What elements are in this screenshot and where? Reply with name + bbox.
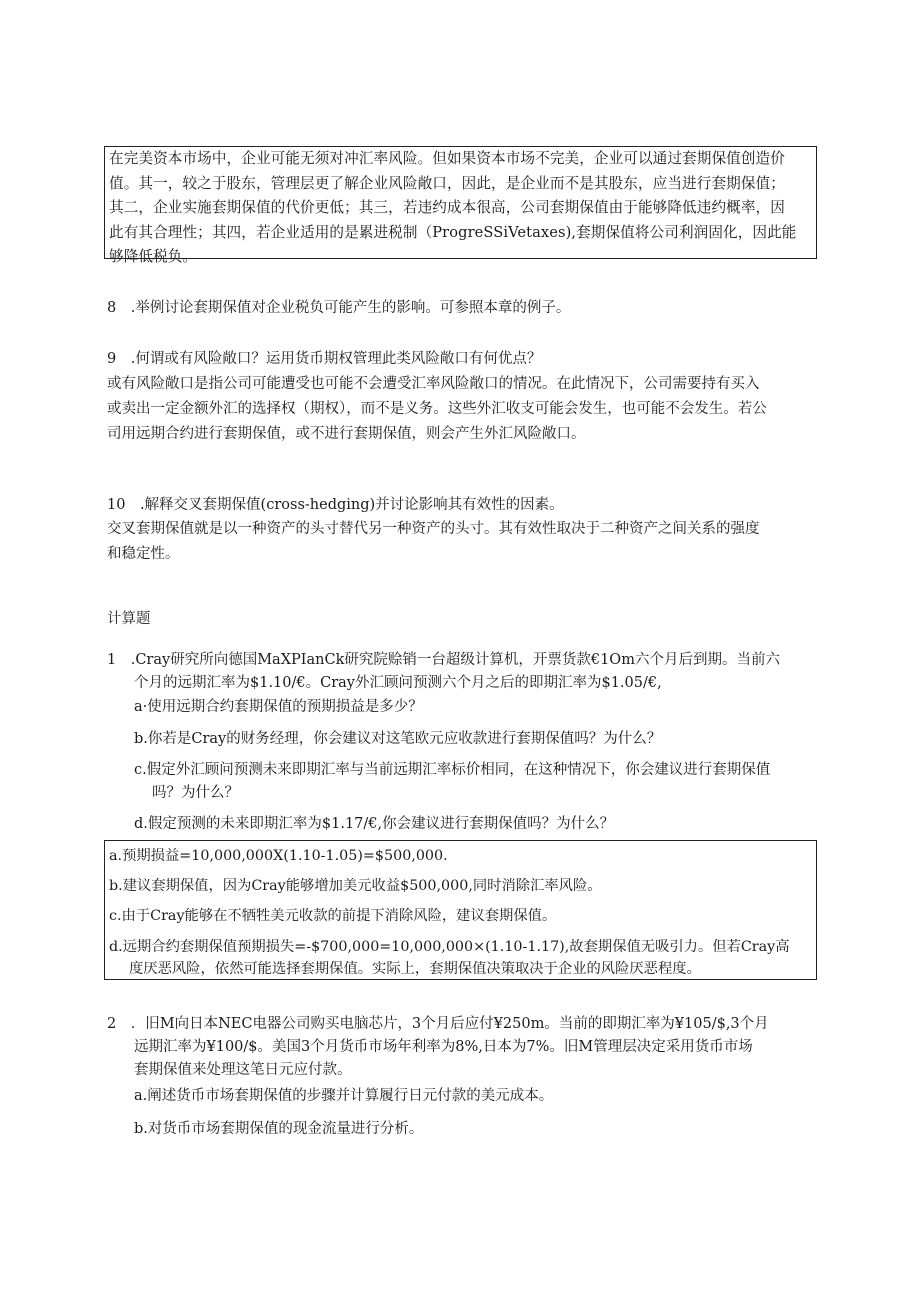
problem-2-line-1: 2 ．旧M向日本NEC电器公司购买电脑芯片，3个月后应付¥250m。当前的即期汇率为¥105/$,3个月 [107, 1016, 769, 1032]
problem-2-part-a: a.阐述货币市场套期保值的步骤并计算履行日元付款的美元成本。 [134, 1088, 554, 1104]
answer-b: b.建议套期保值，因为Cray能够增加美元收益$500,000,同时消除汇率风险。 [109, 878, 602, 894]
question-10: 10 .解释交叉套期保值(cross-hedging)并讨论影响其有效性的因素。 [107, 497, 564, 513]
problem-1-part-c-cont: 吗？为什么？ [152, 785, 239, 801]
answer-box-hedging-value [104, 146, 817, 265]
problem-1-line-2: 个月的远期汇率为$1.10/€。Cray外汇顾问预测六个月之后的即期汇率为$1.05/€, [134, 675, 662, 691]
answer-d-cont: 度厌恶风险，依然可能选择套期保值。实际上，套期保值决策取决于企业的风险厌恶程度。 [129, 961, 701, 977]
problem-1-part-b: b.你若是Cray的财务经理，你会建议对这笔欧元应收款进行套期保值吗？为什么？ [134, 731, 662, 747]
problem-1-line-1: 1 .Cray研究所向德国MaXPIanCk研究院赊销一台超级计算机，开票货款€1Om六个月后到期。当前六 [107, 652, 780, 668]
answer-line: 值。其一，较之于股东，管理层更了解企业风险敞口，因此，是企业而不是其股东，应当进行套期保值； [109, 174, 785, 192]
problem-1-part-a: a·使用远期合约套期保值的预期损益是多少？ [134, 699, 423, 715]
answer-d: d.远期合约套期保值预期损失=-$700,000=10,000,000×(1.10-1.17),故套期保值无吸引力。但若Cray高 [109, 939, 790, 955]
answer-line: 司用远期合约进行套期保值，或不进行套期保值，则会产生外汇风险敞口。 [107, 426, 586, 442]
answer-10 [107, 517, 760, 567]
answer-line: 在完美资本市场中，企业可能无须对冲汇率风险。但如果资本市场不完美，企业可以通过套期保值创造价 [109, 150, 785, 167]
answer-box-problem-1 [104, 840, 817, 980]
answer-line: 或卖出一定金额外汇的选择权（期权），而不是义务。这些外汇收支可能会发生，也可能不会发生。若公 [107, 401, 767, 417]
section-title: 计算题 [107, 611, 151, 627]
answer-line: 其二，企业实施套期保值的代价更低；其三，若违约成本很高，公司套期保值由于能够降低违约概率，因 [109, 199, 785, 216]
problem-2-line-3: 套期保值来处理这笔日元应付款。 [134, 1062, 352, 1078]
answer-a: a.预期损益=10,000,000X(1.10-1.05)=$500,000. [109, 848, 448, 864]
problem-2-part-b: b.对货币市场套期保值的现金流量进行分析。 [134, 1121, 424, 1137]
answer-9 [107, 372, 767, 447]
problem-1-part-d: d.假定预测的未来即期汇率为$1.17/€,你会建议进行套期保值吗？为什么？ [134, 816, 615, 832]
answer-line: 够降低税负。 [109, 248, 198, 265]
answer-line: 和稳定性。 [107, 546, 180, 562]
problem-1-part-c: c.假定外汇顾问预测未来即期汇率与当前远期汇率标价相同，在这种情况下，你会建议进行套期保值 [134, 762, 771, 778]
answer-line: 交叉套期保值就是以一种资产的头寸替代另一种资产的头寸。其有效性取决于二种资产之间关系的强度 [107, 521, 760, 537]
question-8: 8 .举例讨论套期保值对企业税负可能产生的影响。可参照本章的例子。 [107, 300, 571, 316]
answer-c: c.由于Cray能够在不牺牲美元收款的前提下消除风险，建议套期保值。 [109, 908, 557, 924]
answer-line: 或有风险敞口是指公司可能遭受也可能不会遭受汇率风险敞口的情况。在此情况下，公司需要持有买入 [107, 376, 760, 392]
question-9: 9 .何谓或有风险敞口？运用货币期权管理此类风险敞口有何优点？ [107, 351, 542, 367]
answer-line: 此有其合理性；其四，若企业适用的是累进税制（ProgreSSiVetaxes),套期保值将公司利润固化，因此能 [109, 223, 797, 241]
problem-2-line-2: 远期汇率为¥100/$。美国3个月货币市场年利率为8%,日本为7%。旧M管理层决定采用货币市场 [134, 1039, 753, 1055]
